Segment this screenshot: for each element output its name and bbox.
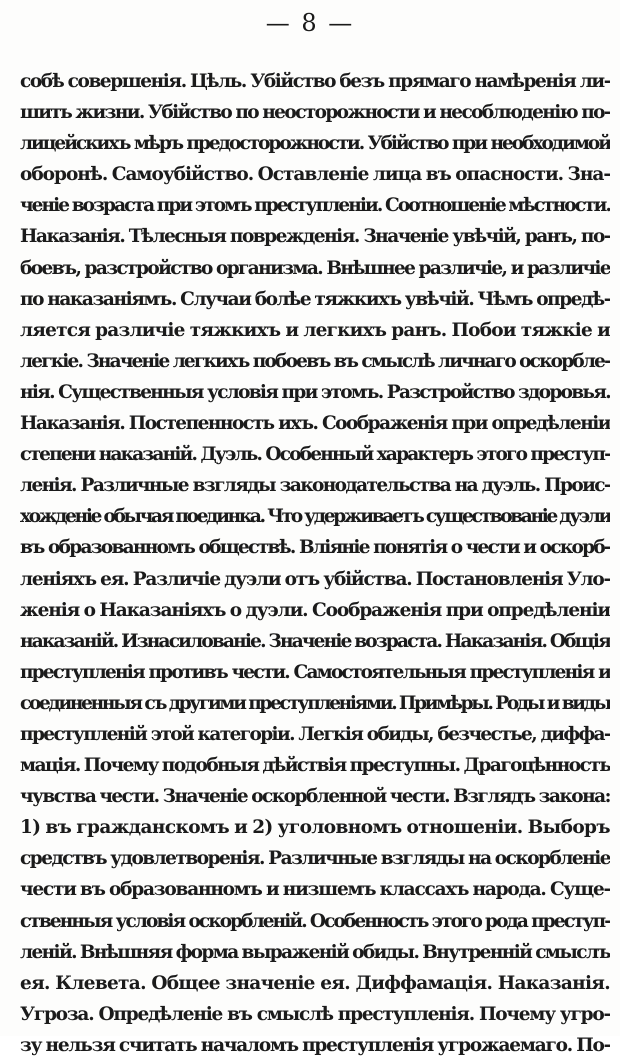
- text-line: боевъ, разстройство организма. Внѣшнее различіе, и различіе: [20, 257, 610, 279]
- text-line: соединенныя съ другими преступленіями. Примѣры. Роды и виды: [20, 692, 610, 714]
- text-line: женія о Наказаніяхъ о дуэли. Соображенія при опредѣленіи: [20, 599, 610, 621]
- text-line: преступленій этой категоріи. Легкія обиды, безчестье, диффа-: [20, 723, 610, 745]
- text-line: ченіе возраста при этомъ преступленіи. Соотношеніе мѣстности.: [20, 195, 610, 217]
- text-line: ственныя условія оскорбленій. Особенность этого рода преступ-: [20, 910, 610, 932]
- text-line: собѣ совершенія. Цѣль. Убійство безъ прямаго намѣренія ли-: [20, 71, 610, 92]
- page-number: — 8 —: [265, 9, 355, 37]
- text-line: зу нельзя считать началомъ преступленія угрожаемаго. По-: [20, 1034, 610, 1056]
- text-line: Наказанія. Тѣлесныя поврежденія. Значеніе увѣчій, ранъ, по-: [20, 226, 610, 248]
- text-line: леніяхъ ея. Различіе дуэли отъ убійства. Постановленія Уло-: [20, 568, 610, 590]
- text-line: Наказанія. Постепенность ихъ. Соображенія при опредѣленіи: [20, 413, 610, 435]
- text-line: чувства чести. Значеніе оскорбленной чести. Взглядъ закона:: [20, 786, 610, 808]
- text-line: хожденіе обычая поединка. Что удерживаетъ существованіе дуэли: [20, 506, 610, 528]
- text-line: чести въ образованномъ и низшемъ классахъ народа. Суще-: [20, 879, 610, 901]
- text-line: шить жизни. Убійство по неосторожности и несоблюденію по-: [20, 102, 610, 124]
- text-line: по наказаніямъ. Случаи болѣе тяжкихъ увѣчій. Чѣмъ опредѣ-: [20, 288, 610, 310]
- text-line: оборонѣ. Самоубійство. Оставленіе лица въ опасности. Зна-: [20, 164, 610, 186]
- text-line: леній. Внѣшняя форма выраженій обиды. Внутренній смыслъ: [20, 941, 610, 963]
- text-line: нія. Существенныя условія при этомъ. Разстройство здоровья.: [20, 381, 610, 403]
- text-line: Угроза. Опредѣленіе въ смыслѣ преступленія. Почему угро-: [20, 1003, 610, 1025]
- text-line: ляется различіе тяжкихъ и легкихъ ранъ. Побои тяжкіе и: [20, 319, 610, 341]
- text-line: средствъ удовлетворенія. Различные взгляды на оскорбленіе: [20, 848, 610, 870]
- text-line: преступленія противъ чести. Самостоятельныя преступленія и: [20, 661, 610, 683]
- text-line: наказаній. Изнасилованіе. Значеніе возраста. Наказанія. Общія: [20, 630, 610, 652]
- text-line: ленія. Различные взгляды законодательства на дуэль. Проис-: [20, 475, 610, 497]
- text-line: лицейскихъ мѣръ предосторожности. Убійство при необходимой: [20, 133, 610, 155]
- text-line: мація. Почему подобныя дѣйствія преступны. Драгоцѣнность: [20, 755, 610, 777]
- text-line: легкіе. Значеніе легкихъ побоевъ въ смыслѣ личнаго оскорбле-: [20, 350, 610, 372]
- text-line: степени наказаній. Дуэль. Особенный характеръ этого преступ-: [20, 444, 610, 466]
- text-line: 1) въ гражданскомъ и 2) уголовномъ отношеніи. Выборъ: [20, 817, 610, 839]
- text-line: въ образованномъ обществѣ. Вліяніе понятія о чести и оскорб-: [20, 537, 610, 559]
- text-body: [20, 66, 610, 1061]
- text-line: ея. Клевета. Общее значеніе ея. Диффамація. Наказанія.: [20, 972, 610, 994]
